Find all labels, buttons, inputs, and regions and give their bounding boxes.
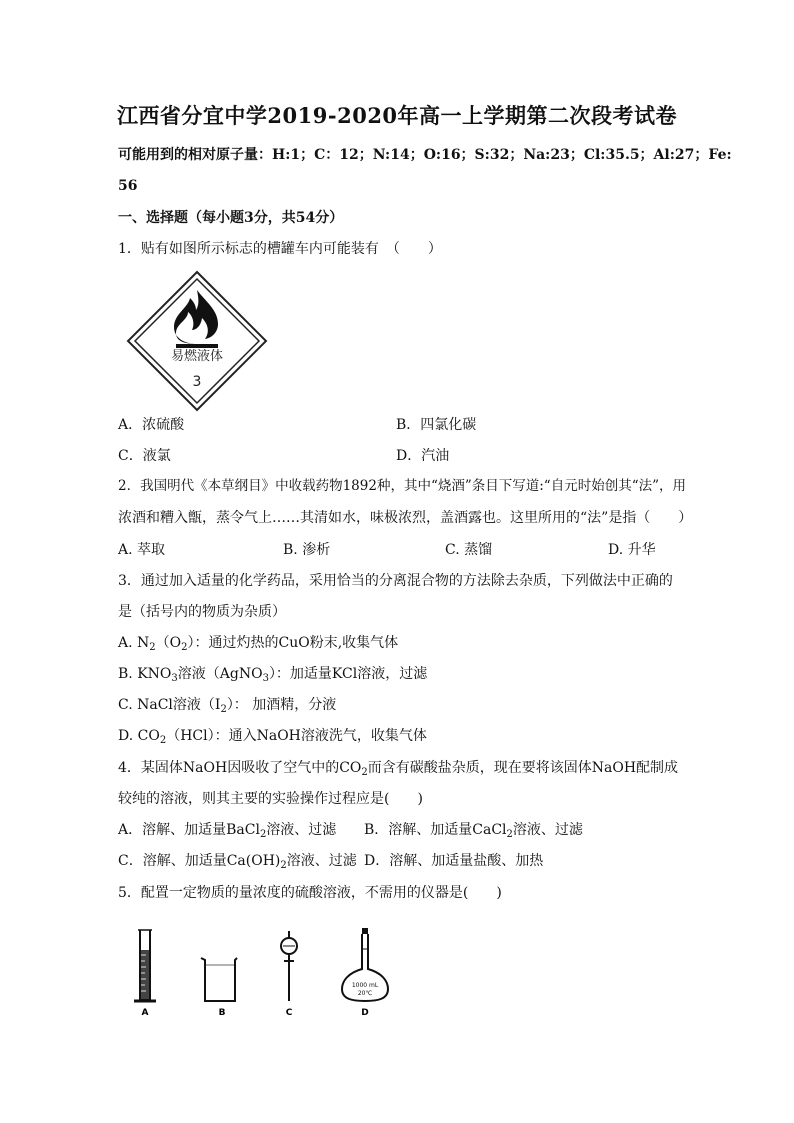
instrument-label-d: D (361, 1008, 369, 1018)
question-2-line-1: 2．我国明代《本草纲目》中收载药物1892种，其中“烧酒”条目下写道:“自元时始创其“法”，用 (118, 478, 687, 494)
q2-option-b: B. 渗析 (283, 542, 331, 558)
sign-class-number: 3 (192, 374, 202, 390)
question-2-line-2: 浓酒和糟入甑，蒸令气上……其清如水，味极浓烈，盖酒露也。这里所用的“法”是指（ ） (118, 510, 693, 526)
flammable-liquid-sign (126, 270, 268, 412)
q4-option-d: D．溶解、加适量盐酸、加热 (364, 853, 544, 869)
atomic-mass-line-2: 56 (118, 178, 138, 194)
q1-option-b: B．四氯化碳 (396, 417, 477, 433)
question-3-line-1: 3．通过加入适量的化学药品，采用恰当的分离混合物的方法除去杂质，下列做法中正确的 (118, 573, 673, 589)
q2-option-c: C. 蒸馏 (445, 542, 493, 558)
instrument-label-c: C (285, 1008, 293, 1018)
instrument-label-a: A (141, 1008, 149, 1018)
q4-option-b: B．溶解、加适量CaCl$_2$溶液、过滤 (364, 822, 583, 840)
q3-option-c: C. NaCl溶液$(I_2)$： 加酒精，分液 (118, 697, 337, 715)
question-4-line-1: 4．某固体NaOH因吸收了空气中的$CO_2$而含有碳酸盐杂质，现在要将该固体NaOH配制成 (118, 760, 679, 778)
q3-option-d: D. $CO_2(HCl)$：通入NaOH溶液洗气，收集气体 (118, 728, 427, 746)
sign-text: 易燃液体 (170, 349, 224, 364)
beaker-icon (201, 958, 237, 1001)
question-1-stem: 1．贴有如图所示标志的槽罐车内可能装有 （ ） (118, 241, 442, 257)
question-5-stem: 5．配置一定物质的量浓度的硫酸溶液，不需用的仪器是( ) (118, 885, 502, 901)
q1-option-c: C．液氯 (118, 448, 171, 464)
question-3-line-2: 是（括号内的物质为杂质） (118, 604, 286, 620)
atomic-mass-line-1: 可能用到的相对原子量：H:1；C：12；N:14；O:16；S:32；Na:23；Cl:35.5；Al:27；Fe: (118, 147, 732, 163)
page-title: 江西省分宜中学2019-2020年高一上学期第二次段考试卷 (116, 103, 678, 128)
lab-instruments-figure (126, 925, 396, 1020)
q3-option-a: A. $N_2(O_2)$：通过灼热的CuO粉末,收集气体 (118, 635, 399, 653)
q1-option-d: D．汽油 (396, 448, 450, 464)
graduated-cylinder-icon (134, 930, 156, 1001)
q2-option-d: D. 升华 (608, 542, 656, 558)
flask-volume-text: 1000 mL (351, 982, 379, 989)
q3-option-b: B. $KNO_3$溶液（AgNO$_3$）：加适量KCl溶液，过滤 (118, 666, 428, 684)
section-heading: 一、选择题（每小题3分，共54分） (118, 210, 344, 226)
q4-option-a: A．溶解、加适量BaCl$_2$溶液、过滤 (118, 822, 337, 840)
instrument-label-b: B (218, 1008, 226, 1018)
q1-option-a: A．浓硫酸 (118, 417, 185, 433)
q4-option-c: C．溶解、加适量$Ca(OH)_2$溶液、过滤 (118, 853, 357, 871)
question-4-line-2: 较纯的溶液，则其主要的实验操作过程应是( ) (118, 791, 423, 807)
separatory-funnel-icon (281, 931, 297, 1001)
q2-option-a: A. 萃取 (118, 542, 166, 558)
flask-temperature-text: 20℃ (357, 990, 373, 997)
